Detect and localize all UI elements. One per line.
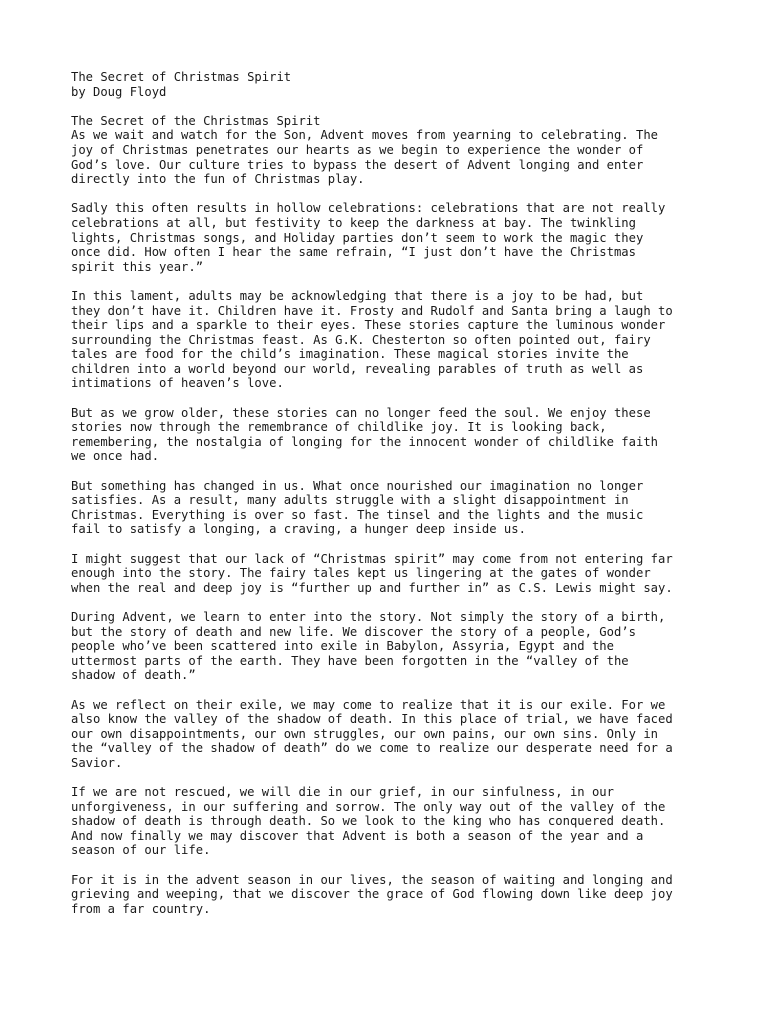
- paragraph: [71, 785, 711, 858]
- paragraph: [71, 610, 711, 683]
- paragraph-line: But something has changed in us. What once nourished our imagination no longer: [71, 478, 644, 493]
- paragraph-line: grieving and weeping, that we discover the grace of God flowing down like deep joy: [71, 887, 673, 902]
- document-subtitle: The Secret of the Christmas Spirit: [71, 113, 321, 128]
- paragraph-line: from a far country.: [71, 901, 211, 916]
- paragraph: [71, 479, 711, 537]
- paragraph-line: Savior.: [71, 755, 123, 770]
- paragraph-line: intimations of heaven’s love.: [71, 376, 284, 391]
- paragraph: [71, 406, 711, 464]
- paragraph-line: And now finally we may discover that Advent is both a season of the year and a: [71, 828, 644, 843]
- paragraph-line: directly into the fun of Christmas play.: [71, 172, 365, 187]
- paragraph-line: Sadly this often results in hollow celebrations: celebrations that are not really: [71, 201, 666, 216]
- paragraph-spacer: [71, 537, 711, 552]
- document-page: [71, 70, 711, 916]
- paragraph-spacer: [71, 187, 711, 202]
- paragraph-line: celebrations at all, but festivity to keep the darkness at bay. The twinkling: [71, 215, 636, 230]
- paragraph-line: their lips and a sparkle to their eyes. These stories capture the luminous wonder: [71, 318, 666, 333]
- paragraph-line: God’s love. Our culture tries to bypass the desert of Advent longing and enter: [71, 157, 644, 172]
- paragraph-line: shadow of death.”: [71, 668, 196, 683]
- paragraph-line: joy of Christmas penetrates our hearts as we begin to experience the wonder of: [71, 142, 644, 157]
- paragraph-line: For it is in the advent season in our lives, the season of waiting and longing and: [71, 872, 673, 887]
- paragraph-line: stories now through the remembrance of childlike joy. It is looking back,: [71, 420, 607, 435]
- paragraph-spacer: [71, 595, 711, 610]
- paragraph-line: they don’t have it. Children have it. Frosty and Rudolf and Santa bring a laugh to: [71, 303, 673, 318]
- document-byline: by Doug Floyd: [71, 84, 167, 99]
- paragraph-line: As we reflect on their exile, we may come to realize that it is our exile. For we: [71, 697, 666, 712]
- paragraph-line: As we wait and watch for the Son, Advent moves from yearning to celebrating. The: [71, 128, 658, 143]
- paragraph: [71, 201, 711, 274]
- paragraph-line: our own disappointments, our own struggles, our own pains, our own sins. Only in: [71, 726, 658, 741]
- paragraph-line: we once had.: [71, 449, 160, 464]
- paragraph-line: I might suggest that our lack of “Christmas spirit” may come from not entering far: [71, 551, 673, 566]
- paragraph-line: season of our life.: [71, 843, 211, 858]
- paragraph-line: Christmas. Everything is over so fast. The tinsel and the lights and the music: [71, 507, 644, 522]
- paragraph-spacer: [71, 683, 711, 698]
- paragraph-line: satisfies. As a result, many adults struggle with a slight disappointment in: [71, 493, 629, 508]
- paragraph-line: the “valley of the shadow of death” do we come to realize our desperate need for a: [71, 741, 673, 756]
- paragraph-line: children into a world beyond our world, revealing parables of truth as well as: [71, 361, 644, 376]
- paragraph-spacer: [71, 858, 711, 873]
- paragraph-line: fail to satisfy a longing, a craving, a hunger deep inside us.: [71, 522, 526, 537]
- paragraph: [71, 698, 711, 771]
- paragraph-line: enough into the story. The fairy tales kept us lingering at the gates of wonder: [71, 566, 651, 581]
- paragraph: [71, 128, 711, 186]
- paragraph-line: but the story of death and new life. We discover the story of a people, God’s: [71, 624, 636, 639]
- document-body: [71, 128, 711, 916]
- paragraph-spacer: [71, 464, 711, 479]
- paragraph-spacer: [71, 771, 711, 786]
- paragraph: [71, 873, 711, 917]
- paragraph-spacer: [71, 391, 711, 406]
- spacer: [71, 99, 711, 114]
- paragraph-line: surrounding the Christmas feast. As G.K. Chesterton so often pointed out, fairy: [71, 332, 651, 347]
- paragraph-line: tales are food for the child’s imagination. These magical stories invite the: [71, 347, 629, 362]
- paragraph: [71, 552, 711, 596]
- paragraph-spacer: [71, 274, 711, 289]
- paragraph: [71, 289, 711, 391]
- paragraph-line: But as we grow older, these stories can no longer feed the soul. We enjoy these: [71, 405, 651, 420]
- paragraph-line: when the real and deep joy is “further up and further in” as C.S. Lewis might say.: [71, 580, 673, 595]
- paragraph-line: remembering, the nostalgia of longing for the innocent wonder of childlike faith: [71, 434, 658, 449]
- paragraph-line: shadow of death is through death. So we look to the king who has conquered death.: [71, 814, 666, 829]
- paragraph-line: lights, Christmas songs, and Holiday parties don’t seem to work the magic they: [71, 230, 644, 245]
- paragraph-line: once did. How often I hear the same refrain, “I just don’t have the Christmas: [71, 245, 636, 260]
- paragraph-line: If we are not rescued, we will die in our grief, in our sinfulness, in our: [71, 785, 614, 800]
- paragraph-line: people who’ve been scattered into exile in Babylon, Assyria, Egypt and the: [71, 639, 614, 654]
- paragraph-line: In this lament, adults may be acknowledging that there is a joy to be had, but: [71, 288, 644, 303]
- document-title: The Secret of Christmas Spirit: [71, 70, 292, 84]
- paragraph-line: unforgiveness, in our suffering and sorrow. The only way out of the valley of the: [71, 799, 666, 814]
- paragraph-line: also know the valley of the shadow of death. In this place of trial, we have faced: [71, 712, 673, 727]
- paragraph-line: spirit this year.”: [71, 259, 204, 274]
- paragraph-line: During Advent, we learn to enter into the story. Not simply the story of a birth,: [71, 609, 666, 624]
- paragraph-line: uttermost parts of the earth. They have been forgotten in the “valley of the: [71, 653, 629, 668]
